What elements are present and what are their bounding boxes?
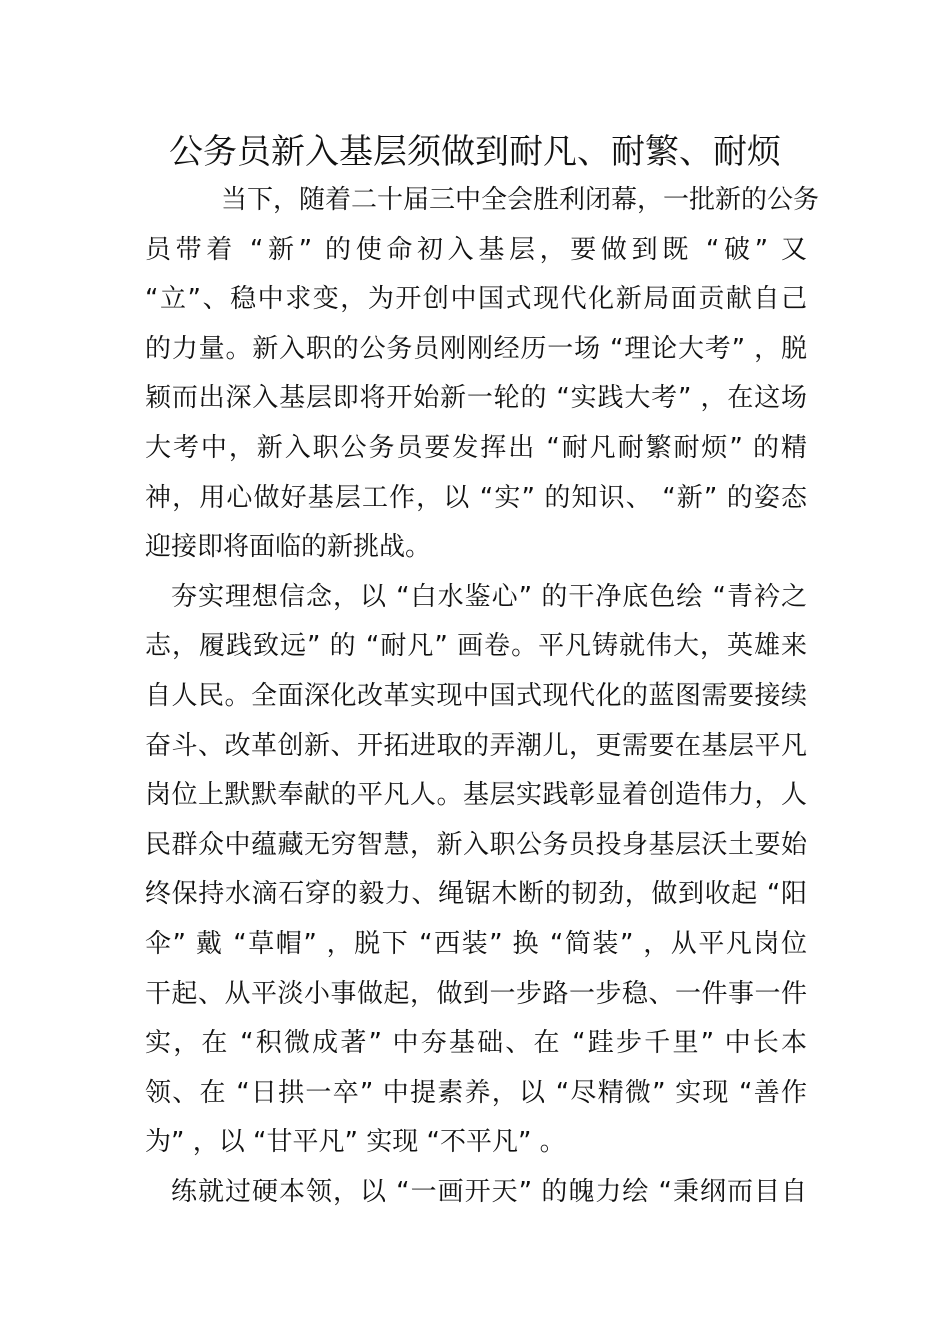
text-line: 实，在 “积微成著” 中夯基础、在 “跬步千里” 中长本	[145, 1028, 807, 1059]
text-line: 的力量。新入职的公务员刚刚经历一场 “理论大考” ，脱	[145, 333, 807, 364]
text-line: 干起、从平淡小事做起，做到一步路一步稳、一件事一件	[145, 978, 807, 1009]
text-line: 终保持水滴石穿的毅力、绳锯木断的韧劲，做到收起 “阳	[145, 879, 807, 910]
text-line: 志，履践致远” 的 “耐凡” 画卷。平凡铸就伟大，英雄来	[145, 631, 807, 662]
text-line: 神，用心做好基层工作，以 “实” 的知识、 “新” 的姿态	[145, 482, 807, 513]
text-line: 练就过硬本领，以 “一画开天” 的魄力绘 “秉纲而目自	[171, 1176, 807, 1207]
text-line: 当下，随着二十届三中全会胜利闭幕，一批新的公务	[221, 185, 820, 215]
text-line: 大考中，新入职公务员要发挥出 “耐凡耐繁耐烦” 的精	[145, 432, 807, 463]
text-line: 员带着 “新” 的使命初入基层，要做到既 “破” 又	[145, 234, 807, 265]
text-line: 夯实理想信念，以 “白水鉴心” 的干净底色绘 “青衿之	[171, 581, 807, 612]
text-line: 颖而出深入基层即将开始新一轮的 “实践大考” ，在这场	[145, 383, 807, 414]
text-line: 奋斗、改革创新、开拓进取的弄潮儿，更需要在基层平凡	[145, 730, 807, 761]
text-line: 自人民。全面深化改革实现中国式现代化的蓝图需要接续	[145, 680, 807, 711]
text-line: 领、在 “日拱一卒” 中提素养，以 “尽精微” 实现 “善作	[145, 1077, 807, 1108]
text-line: 迎接即将面临的新挑战。	[145, 532, 432, 563]
text-line: “立”、稳中求变，为开创中国式现代化新局面贡献自己	[145, 284, 807, 315]
document-body	[145, 176, 820, 1217]
text-line: 为” ，以 “甘平凡” 实现 “不平凡” 。	[145, 1127, 566, 1158]
text-line: 岗位上默默奉献的平凡人。基层实践彰显着创造伟力，人	[145, 780, 807, 811]
document-title: 公务员新入基层须做到耐凡、耐繁、耐烦	[169, 132, 781, 172]
text-line: 伞” 戴 “草帽” ，脱下 “西装” 换 “简装” ，从平凡岗位	[145, 928, 807, 959]
text-line: 民群众中蕴藏无穷智慧，新入职公务员投身基层沃土要始	[145, 829, 807, 860]
